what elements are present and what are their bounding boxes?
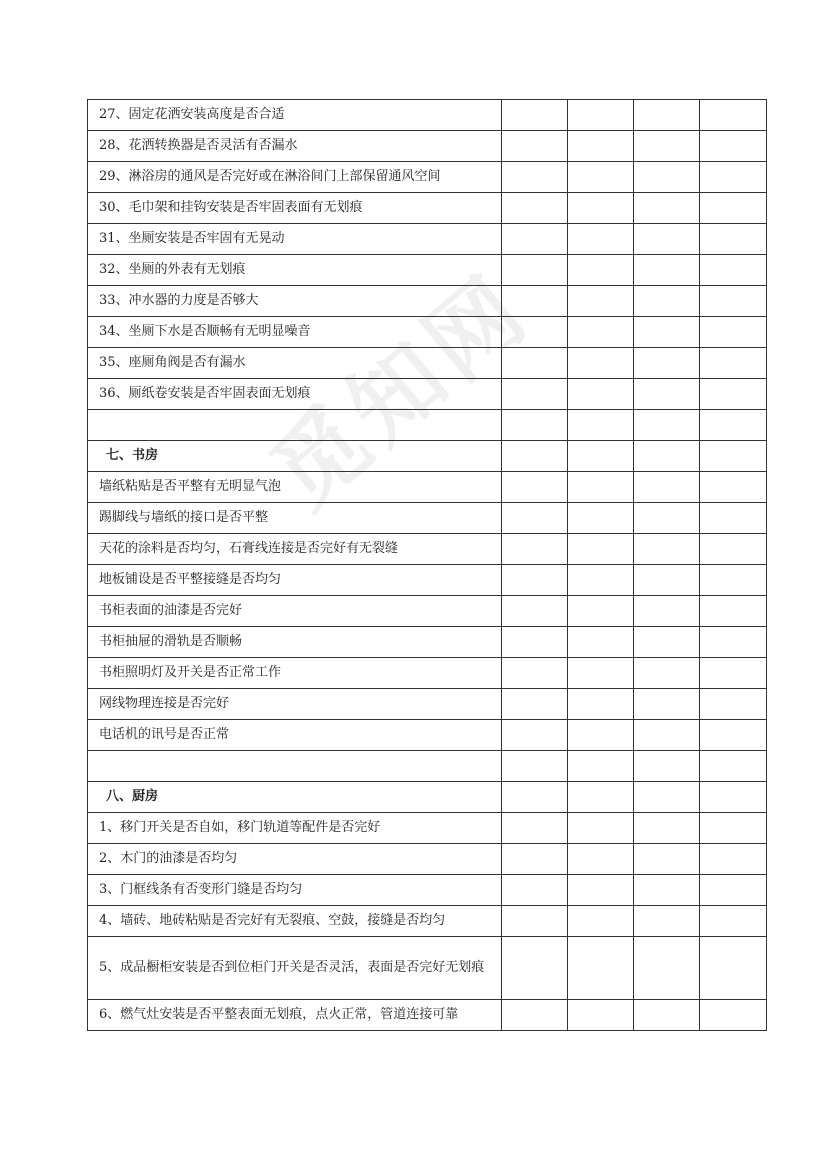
check-cell[interactable]	[502, 937, 568, 1000]
check-cell[interactable]	[634, 875, 700, 906]
check-cell[interactable]	[502, 131, 568, 162]
check-cell[interactable]	[568, 937, 634, 1000]
check-cell[interactable]	[502, 844, 568, 875]
check-item: 5、成品橱柜安装是否到位柜门开关是否灵活，表面是否完好无划痕	[88, 937, 502, 1000]
check-cell[interactable]	[568, 441, 634, 472]
check-item: 32、坐厕的外表有无划痕	[88, 255, 502, 286]
check-cell[interactable]	[634, 782, 700, 813]
check-cell[interactable]	[568, 627, 634, 658]
check-cell[interactable]	[502, 689, 568, 720]
table-row	[88, 906, 767, 937]
table-row	[88, 1000, 767, 1031]
check-cell[interactable]	[502, 1000, 568, 1031]
table-row	[88, 689, 767, 720]
table-row	[88, 193, 767, 224]
check-cell[interactable]	[700, 596, 767, 627]
blank-cell	[88, 751, 502, 782]
check-cell[interactable]	[634, 162, 700, 193]
check-cell[interactable]	[634, 658, 700, 689]
table-row	[88, 565, 767, 596]
check-cell[interactable]	[700, 782, 767, 813]
section-heading: 八、厨房	[88, 782, 502, 813]
check-cell[interactable]	[568, 534, 634, 565]
check-cell[interactable]	[700, 720, 767, 751]
check-item: 天花的涂料是否均匀，石膏线连接是否完好有无裂缝	[88, 534, 502, 565]
blank-cell	[88, 410, 502, 441]
check-cell[interactable]	[634, 720, 700, 751]
check-cell[interactable]	[502, 534, 568, 565]
check-item: 30、毛巾架和挂钩安装是否牢固表面有无划痕	[88, 193, 502, 224]
check-cell[interactable]	[634, 565, 700, 596]
table-row	[88, 131, 767, 162]
check-cell[interactable]	[502, 441, 568, 472]
check-cell[interactable]	[634, 689, 700, 720]
check-cell[interactable]	[568, 503, 634, 534]
check-cell[interactable]	[502, 224, 568, 255]
table-row	[88, 658, 767, 689]
check-cell[interactable]	[700, 131, 767, 162]
check-cell[interactable]	[502, 255, 568, 286]
check-cell[interactable]	[700, 410, 767, 441]
check-cell[interactable]	[700, 813, 767, 844]
check-cell[interactable]	[634, 441, 700, 472]
table-row	[88, 286, 767, 317]
check-item: 29、淋浴房的通风是否完好或在淋浴间门上部保留通风空间	[88, 162, 502, 193]
table-row	[88, 348, 767, 379]
check-cell[interactable]	[634, 193, 700, 224]
table-row	[88, 162, 767, 193]
check-cell[interactable]	[634, 596, 700, 627]
check-cell[interactable]	[502, 472, 568, 503]
table-row	[88, 596, 767, 627]
check-cell[interactable]	[700, 441, 767, 472]
check-cell[interactable]	[502, 100, 568, 131]
check-cell[interactable]	[502, 658, 568, 689]
check-item: 网线物理连接是否完好	[88, 689, 502, 720]
check-cell[interactable]	[700, 751, 767, 782]
check-cell[interactable]	[700, 565, 767, 596]
check-cell[interactable]	[634, 1000, 700, 1031]
check-cell[interactable]	[634, 317, 700, 348]
check-item: 墙纸粘贴是否平整有无明显气泡	[88, 472, 502, 503]
check-item: 书柜抽屉的滑轨是否顺畅	[88, 627, 502, 658]
check-cell[interactable]	[568, 565, 634, 596]
check-item: 书柜照明灯及开关是否正常工作	[88, 658, 502, 689]
check-cell[interactable]	[700, 503, 767, 534]
check-cell[interactable]	[634, 255, 700, 286]
check-cell[interactable]	[568, 131, 634, 162]
table-row	[88, 844, 767, 875]
check-cell[interactable]	[634, 286, 700, 317]
check-cell[interactable]	[700, 348, 767, 379]
check-item: 3、门框线条有否变形门缝是否均匀	[88, 875, 502, 906]
check-cell[interactable]	[634, 410, 700, 441]
table-row	[88, 875, 767, 906]
check-cell[interactable]	[634, 379, 700, 410]
check-cell[interactable]	[700, 906, 767, 937]
check-item: 34、坐厕下水是否顺畅有无明显噪音	[88, 317, 502, 348]
check-item: 2、木门的油漆是否均匀	[88, 844, 502, 875]
check-cell[interactable]	[634, 627, 700, 658]
table-row	[88, 100, 767, 131]
check-cell[interactable]	[700, 658, 767, 689]
check-cell[interactable]	[634, 100, 700, 131]
check-item: 电话机的讯号是否正常	[88, 720, 502, 751]
check-cell[interactable]	[502, 379, 568, 410]
check-cell[interactable]	[568, 689, 634, 720]
check-cell[interactable]	[502, 751, 568, 782]
check-cell[interactable]	[502, 720, 568, 751]
check-cell[interactable]	[502, 162, 568, 193]
check-item: 31、坐厕安装是否牢固有无晃动	[88, 224, 502, 255]
inspection-table	[87, 99, 767, 1031]
check-cell[interactable]	[634, 906, 700, 937]
section-heading: 七、书房	[88, 441, 502, 472]
check-cell[interactable]	[700, 689, 767, 720]
check-cell[interactable]	[700, 379, 767, 410]
table-row	[88, 503, 767, 534]
check-cell[interactable]	[502, 565, 568, 596]
check-cell[interactable]	[634, 937, 700, 1000]
table-row	[88, 627, 767, 658]
check-cell[interactable]	[568, 813, 634, 844]
check-cell[interactable]	[568, 782, 634, 813]
check-item: 28、花洒转换器是否灵活有否漏水	[88, 131, 502, 162]
check-item: 1、移门开关是否自如，移门轨道等配件是否完好	[88, 813, 502, 844]
table-row	[88, 937, 767, 1000]
check-cell[interactable]	[568, 658, 634, 689]
check-cell[interactable]	[700, 472, 767, 503]
check-cell[interactable]	[568, 224, 634, 255]
check-cell[interactable]	[634, 348, 700, 379]
table-row	[88, 410, 767, 441]
check-cell[interactable]	[502, 782, 568, 813]
table-row	[88, 317, 767, 348]
check-cell[interactable]	[568, 751, 634, 782]
check-cell[interactable]	[502, 596, 568, 627]
check-cell[interactable]	[568, 100, 634, 131]
check-cell[interactable]	[700, 286, 767, 317]
check-cell[interactable]	[502, 813, 568, 844]
check-cell[interactable]	[634, 844, 700, 875]
check-cell[interactable]	[634, 813, 700, 844]
check-item: 6、燃气灶安装是否平整表面无划痕，点火正常，管道连接可靠	[88, 1000, 502, 1031]
check-cell[interactable]	[568, 906, 634, 937]
check-cell[interactable]	[568, 1000, 634, 1031]
check-cell[interactable]	[502, 410, 568, 441]
section-row	[88, 441, 767, 472]
table-row	[88, 255, 767, 286]
check-cell[interactable]	[634, 751, 700, 782]
check-cell[interactable]	[568, 472, 634, 503]
check-cell[interactable]	[568, 720, 634, 751]
check-item: 书柜表面的油漆是否完好	[88, 596, 502, 627]
check-cell[interactable]	[568, 596, 634, 627]
check-cell[interactable]	[700, 627, 767, 658]
section-row	[88, 782, 767, 813]
table-row	[88, 472, 767, 503]
check-cell[interactable]	[502, 627, 568, 658]
check-cell[interactable]	[502, 286, 568, 317]
table-row	[88, 813, 767, 844]
check-item: 4、墙砖、地砖粘贴是否完好有无裂痕、空鼓，接缝是否均匀	[88, 906, 502, 937]
check-cell[interactable]	[634, 224, 700, 255]
check-cell[interactable]	[568, 255, 634, 286]
check-cell[interactable]	[502, 875, 568, 906]
watermark: 觅知网	[251, 253, 551, 529]
check-cell[interactable]	[568, 844, 634, 875]
check-cell[interactable]	[700, 193, 767, 224]
check-item: 27、固定花洒安装高度是否合适	[88, 100, 502, 131]
check-cell[interactable]	[700, 255, 767, 286]
check-cell[interactable]	[634, 472, 700, 503]
check-cell[interactable]	[700, 317, 767, 348]
check-cell[interactable]	[502, 193, 568, 224]
check-cell[interactable]	[568, 317, 634, 348]
check-cell[interactable]	[634, 503, 700, 534]
check-cell[interactable]	[634, 131, 700, 162]
check-cell[interactable]	[568, 379, 634, 410]
check-item: 地板铺设是否平整接缝是否均匀	[88, 565, 502, 596]
check-cell[interactable]	[700, 937, 767, 1000]
table-row	[88, 751, 767, 782]
check-cell[interactable]	[502, 503, 568, 534]
check-item: 踢脚线与墙纸的接口是否平整	[88, 503, 502, 534]
check-item: 33、冲水器的力度是否够大	[88, 286, 502, 317]
check-cell[interactable]	[700, 534, 767, 565]
check-cell[interactable]	[700, 844, 767, 875]
check-cell[interactable]	[568, 286, 634, 317]
check-item: 35、座厕角阀是否有漏水	[88, 348, 502, 379]
check-item: 36、厕纸卷安装是否牢固表面无划痕	[88, 379, 502, 410]
table-row	[88, 534, 767, 565]
check-cell[interactable]	[502, 906, 568, 937]
check-cell[interactable]	[568, 162, 634, 193]
check-cell[interactable]	[568, 193, 634, 224]
check-cell[interactable]	[502, 348, 568, 379]
check-cell[interactable]	[700, 1000, 767, 1031]
check-cell[interactable]	[700, 162, 767, 193]
check-cell[interactable]	[568, 410, 634, 441]
table-row	[88, 224, 767, 255]
check-cell[interactable]	[568, 875, 634, 906]
check-cell[interactable]	[700, 875, 767, 906]
check-cell[interactable]	[634, 534, 700, 565]
check-cell[interactable]	[568, 348, 634, 379]
table-row	[88, 720, 767, 751]
check-cell[interactable]	[700, 224, 767, 255]
check-cell[interactable]	[502, 317, 568, 348]
table-row	[88, 379, 767, 410]
check-cell[interactable]	[700, 100, 767, 131]
